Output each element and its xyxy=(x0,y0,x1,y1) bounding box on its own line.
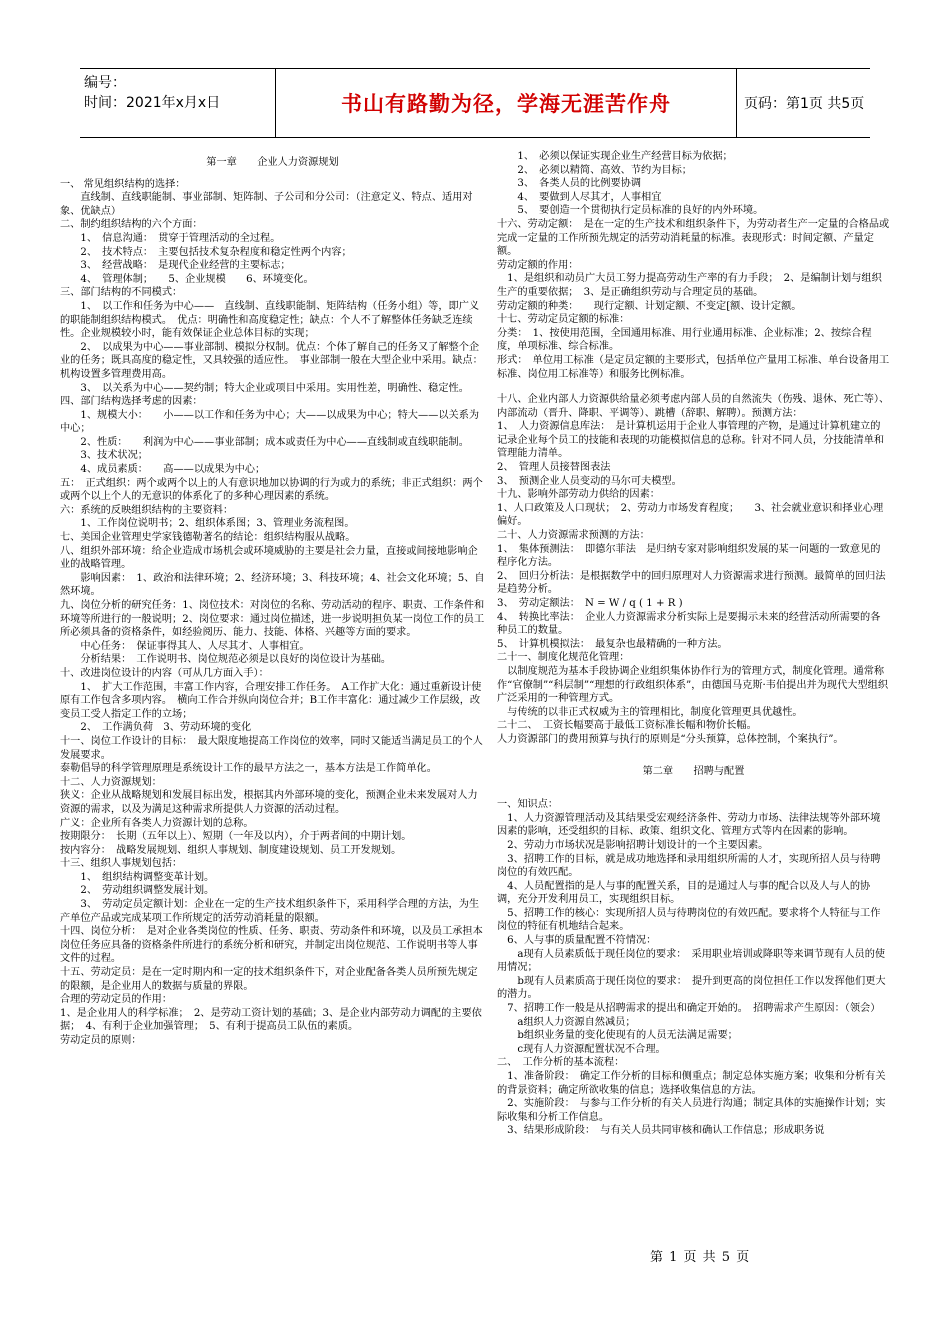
text-line: 与传统的以非正式权威为主的管理相比，制度化管理更具优越性。 xyxy=(497,706,803,718)
text-line: 十四、岗位分析： 是对企业各类岗位的性质、任务、职责、劳动条件和环境，以及员工承担本岗位任务应具备的资格条件所进行的系统分析和研究，并制定出岗位规范、工作说明书等人事文件的过程。 xyxy=(60,926,483,965)
text-line: 十九、影响外部劳动力供给的因素： xyxy=(497,489,660,501)
text-line: 6、人与事的质量配置不符情况： xyxy=(497,935,657,947)
text-line: 十七、劳动定员定额的标准： xyxy=(497,314,630,326)
text-line: 影响因素： 1、政治和法律环境；2、经济环境；3、科技环境；4、社会文化环境；5、自然环境。 xyxy=(60,572,485,598)
text-line: 3、 劳动定额法： N = W / q ( 1 + R ) xyxy=(497,598,683,609)
text-line: 五： 正式组织：两个或两个以上的人有意识地加以协调的行为或力的系统；非正式组织：两个或两个以上个人的无意识的体系化了的多种心理因素的系统。 xyxy=(60,477,483,503)
text-line: 六：系统的反映组织结构的主要资料： xyxy=(60,504,234,516)
header-meta xyxy=(80,69,276,137)
text-line: 2、 工作满负荷 3、劳动环境的变化 xyxy=(60,722,252,734)
text-line: 1、 扩大工作范围，丰富工作内容，合理安排工作任务。 A工作扩大化：通过重新设计使原有工作包含多项内容。 横向工作合并纵向岗位合并；B工作丰富化：通过减少工作层级，改变员工受人指定工作的立场； xyxy=(60,681,482,720)
text-line xyxy=(497,747,890,759)
text-line: 四、部门结构选择考虑的因素： xyxy=(60,396,203,408)
text-line: 1、 集体预测法： 即德尔菲法 是归纳专家对影响组织发展的某一问题的一致意见的程序化方法。 xyxy=(497,543,881,569)
text-line: 十六、劳动定额： 是在一定的生产技术和组织条件下，为劳动者生产一定量的合格品或完成一定量的工作所预先规定的活劳动消耗量的标准。表现形式：时间定额、产量定额。 xyxy=(497,218,890,258)
text-line: 1、人口政策及人口现状； 2、劳动力市场发育程度； 3、社会就业意识和择业心理偏好。 xyxy=(497,502,884,528)
text-line: 以制度规范为基本手段协调企业组织集体协作行为的管理方式，制度化管理。通常称作“官僚制”“科层制”“理想的行政组织体系”，由德国马克斯·韦伯提出并为现代大型组织广泛采用的一种管理方式。 xyxy=(497,665,889,705)
text-line: 1、是企业用人的科学标准； 2、是劳动工资计划的基础；3、是企业内部劳动力调配的主要依据； 4、有利于企业加强管理； 5、有利于提高员工队伍的素质。 xyxy=(60,1007,482,1033)
text-line: 二十一、制度化规范化管理： xyxy=(497,652,630,664)
text-line: 2、性质： 利润为中心——事业部制；成本或责任为中心——直线制或直线职能制。 xyxy=(60,436,469,448)
text-line: 2、劳动力市场状况是影响招聘计划设计的一个主要因素。 xyxy=(497,839,769,851)
text-line xyxy=(497,786,890,798)
text-line: 1、准备阶段： 确定工作分析的目标和侧重点；制定总体实施方案；收集和分析有关的背景资料；确定所欲收集的信息；选择收集信息的方法。 xyxy=(497,1071,886,1096)
text-line: a组织人力资源自然减员； xyxy=(497,1016,636,1028)
text-line: 3、 劳动定员定额计划：企业在一定的生产技术组织条件下，采用科学合理的方法，为生产单位产品或完成某项工作所规定的活劳动消耗量的限额。 xyxy=(60,899,480,924)
text-line: 7、招聘工作一般是从招聘需求的提出和确定开始的。 招聘需求产生原因：（领会） xyxy=(497,1003,881,1015)
text-line: 1、是组织和动员广大员工努力提高劳动生产率的有力手段； 2、是编制计划与组织生产的重要依据； 3、是正确组织劳动与合理定员的基础。 xyxy=(497,273,882,298)
text-line: 人力资源部门的费用预算与执行的原则是“分头预算，总体控制，个案执行”。 xyxy=(497,733,844,745)
text-line: 分类： 1、按使用范围，全国通用标准、用行业通用标准、企业标准；2、按综合程度，单项标准、综合标准。 xyxy=(497,327,872,353)
left-column xyxy=(60,150,485,1048)
text-line: 劳动定额的作用： xyxy=(497,259,579,271)
text-line: 形式： 单位用工标准（是定员定额的主要形式，包括单位产量用工标准、单台设备用工标准、岗位用工标准等）和服务比例标准。 xyxy=(497,354,890,380)
text-line: 八、组织外部环境：给企业造成市场机会或环境威胁的主要是社会力量，直接或间接地影响企业的战略管理。 xyxy=(60,545,478,571)
text-line: 1、 信息沟通： 贯穿于管理活动的全过程。 xyxy=(60,232,281,244)
text-line: b组织业务量的变化使现有的人员无法满足需要； xyxy=(497,1030,738,1042)
text-line: 广义：企业所有各类人力资源计划的总称。 xyxy=(60,817,254,829)
page-header xyxy=(80,68,870,138)
text-line: 二、制约组织结构的六个方面： xyxy=(60,219,203,231)
text-line: 十八、企业内部人力资源供给量必须考虑内部人员的自然流失（伤残、退休、死亡等）、内部流动（晋升、降职、平调等）、跳槽（辞职、解聘）。预测方法： xyxy=(497,394,890,419)
text-line: 2、 以成果为中心——事业部制、模拟分权制。优点：个体了解自己的任务又了解整个企业的任务；既具高度的稳定性，又具较强的适应性。 事业部制一般在大型企业中采用。缺点：机构设置多管理费用高。 xyxy=(60,341,483,380)
text-line: 劳动定员的原则： xyxy=(60,1035,142,1046)
text-line: 4、 要做到人尽其才，人事相宜 xyxy=(497,191,662,203)
text-line: 2、 劳动组织调整发展计划。 xyxy=(60,885,215,897)
motto-text: 书山有路勤为径，学海无涯苦作舟 xyxy=(341,92,671,116)
text-line: 1、 必须以保证实现企业生产经营目标为依据； xyxy=(497,151,733,162)
text-line: 一、 常见组织结构的选择： xyxy=(60,178,186,190)
text-line: 合理的劳动定员的作用： xyxy=(60,994,173,1006)
page-info-text: 页码：第1页 共5页 xyxy=(744,96,865,112)
text-line: 1、 人力资源信息库法： 是计算机运用于企业人事管理的产物，是通过计算机建立的记录企业每个员工的技能和表现的功能模拟信息的总称。针对不同人员，分技能清单和管理能力清单。 xyxy=(497,421,885,460)
text-line: 十、改进岗位设计的内容（可从几方面入手）： xyxy=(60,667,269,679)
text-line: 2、 技术特点： 主要包括技术复杂程度和稳定性两个内容； xyxy=(60,246,352,258)
text-line: 5、 要创造一个贯彻执行定员标准的良好的内外环境。 xyxy=(497,205,764,217)
text-line: 1、规模大小： 小——以工作和任务为中心；大——以成果为中心；特大——以关系为中心； xyxy=(60,409,480,435)
text-line: 1、 组织结构调整变革计划。 xyxy=(60,871,215,883)
text-line: 3、技术状况； xyxy=(60,450,148,462)
header-motto xyxy=(276,69,737,137)
time-label: 时间：2021年x月x日 xyxy=(84,95,221,111)
text-line xyxy=(497,381,890,393)
text-line: 狭义：企业从战略规划和发展目标出发，根据其内外部环境的变化，预测企业未来发展对人力资源的需求，以及为满足这种需求所提供人力资源的活动过程。 xyxy=(60,790,478,815)
text-line: 2、实施阶段： 与参与工作分析的有关人员进行沟通；制定具体的实施操作计划；实际收集和分析工作信息。 xyxy=(497,1098,886,1123)
text-line: 三、部门结构的不同模式： xyxy=(60,287,183,299)
text-line: 十三、组织人事规划包括： xyxy=(60,858,183,870)
text-line: 十一、岗位工作设计的目标： 最大限度地提高工作岗位的效率，同时又能适当满足员工的个人发展要求。 xyxy=(60,735,483,761)
text-line: a现有人员素质低于现任岗位的要求： 采用职业培训或降职等来调节现有人员的使用情况； xyxy=(497,948,886,974)
text-line: 3、 以关系为中心——契约制；特大企业或项目中采用。实用性差，明确性、稳定性。 xyxy=(60,382,469,394)
text-line: 4、 管理体制； 5、企业规模 6、环境变化。 xyxy=(60,273,314,285)
text-line: 按内容分： 战略发展规划、组织人事规划、制度建设规划、员工开发规划。 xyxy=(60,844,402,856)
text-line: 2、 管理人员接替图表法 xyxy=(497,462,611,474)
text-line: 中心任务： 保证事得其人、人尽其才、人事相宜。 xyxy=(60,640,310,652)
text-line: c现有人力资源配置状况不合理。 xyxy=(497,1043,666,1055)
text-line: 3、结果形成阶段： 与有关人员共同审核和确认工作信息；形成职务说 xyxy=(497,1125,825,1137)
text-line: 九、岗位分析的研究任务：1、岗位技术：对岗位的名称、劳动活动的程序、职责、工作条件和环境等所进行的一般说明；2、岗位要求：通过岗位描述，进一步说明担负某一岗位工作的员工所必须具备的资格条件，如经验阅历、能力、技能、体格、兴趣等方面的要求。 xyxy=(60,600,485,639)
text-line: 2、 必须以精简、高效、节约为目标； xyxy=(497,164,692,176)
text-line: 4、成员素质： 高——以成果为中心； xyxy=(60,464,266,476)
text-line: 2、 回归分析法：是根据数学中的回归原理对人力资源需求进行预测。最简单的回归法是趋势分析。 xyxy=(497,570,886,596)
chapter-title: 第一章 企业人力资源规划 xyxy=(206,157,339,168)
text-line: 1、人力资源管理活动及其结果受宏观经济条件、劳动力市场、法律法规等外部环境因素的影响，还受组织的目标、政策、组织文化、管理方式等内在因素的影响。 xyxy=(497,812,881,838)
text-line: 3、 预测企业人员变动的马尔可夫模型。 xyxy=(497,475,682,487)
text-line: 按期限分： 长期（五年以上）、短期（一年及以内），介于两者间的中期计划。 xyxy=(60,831,412,843)
number-label: 编号： xyxy=(84,75,126,91)
chapter-title: 第二章 招聘与配置 xyxy=(642,765,745,777)
text-line: 5、 计算机模拟法： 最复杂也最精确的一种方法。 xyxy=(497,638,728,650)
text-line: 十二、人力资源规划： xyxy=(60,776,162,788)
text-line: 4、人员配置指的是人与事的配置关系，目的是通过人与事的配合以及人与人的协调，充分开发利用员工，实现组织目标。 xyxy=(497,880,871,906)
text-line: 一、知识点： xyxy=(497,799,559,811)
text-line: 二、 工作分析的基本流程： xyxy=(497,1057,625,1069)
text-line: 3、 各类人员的比例要协调 xyxy=(497,178,642,190)
header-page-info xyxy=(736,69,870,137)
text-line: 十五、劳动定员：是在一定时期内和一定的技术组织条件下，对企业配备各类人员所预先规定的限额，是企业用人的数据与质量的界限。 xyxy=(60,967,478,992)
text-line: b现有人员素质高于现任岗位的要求： 提升到更高的岗位担任工作以发挥他们更大的潜力。 xyxy=(497,975,886,1001)
text-line: 5、招聘工作的核心：实现所招人员与待聘岗位的有效匹配。要求将个人特征与工作岗位的特征有机地结合起来。 xyxy=(497,907,881,933)
text-line: 直线制、直线职能制、事业部制、矩阵制、子公司和分公司：（注意定义、特点、适用对象、优缺点） xyxy=(60,192,473,217)
text-line: 分析结果： 工作说明书、岗位规范必须是以良好的岗位设计为基础。 xyxy=(60,654,392,666)
text-line: 泰勒倡导的科学管理原理是系统设计工作的最早方法之一，基本方法是工作简单化。 xyxy=(60,763,437,775)
text-line: 3、招聘工作的目标，就是成功地选择和录用组织所需的人才，实现所招人员与待聘岗位的有效匹配。 xyxy=(497,853,881,879)
right-column xyxy=(497,150,890,1138)
text-line: 3、 经营战略： 是现代企业经营的主要标志； xyxy=(60,260,291,272)
text-line: 二十二、 工资长幅要高于最低工资标准长幅和物价长幅。 xyxy=(497,720,757,732)
text-line: 七、美国企业管理史学家钱德勒著名的结论：组织结构服从战略。 xyxy=(60,532,356,544)
text-line: 二十、人力资源需求预测的方法： xyxy=(497,530,650,542)
text-line: 劳动定额的种类： 现行定额、计划定额、不变定[额、设计定额。 xyxy=(497,300,802,312)
text-line: 1、 以工作和任务为中心—— 直线制、直线职能制、矩阵结构（任务小组）等，即广义的职能制组织结构模式。 优点：明确性和高度稳定性；缺点：个人不了解整体任务缺乏连续性。企业规模较小时，能有效保证企业总体目标的实现； xyxy=(60,300,480,340)
page-footer: 第 1 页 共 5 页 xyxy=(650,1250,751,1265)
text-line: 4、 转换比率法： 企业人力资源需求分析实际上是要揭示未来的经营活动所需要的各种员工的数量。 xyxy=(497,611,881,637)
text-line: 1、工作岗位说明书；2、组织体系图；3、管理业务流程图。 xyxy=(60,518,355,530)
